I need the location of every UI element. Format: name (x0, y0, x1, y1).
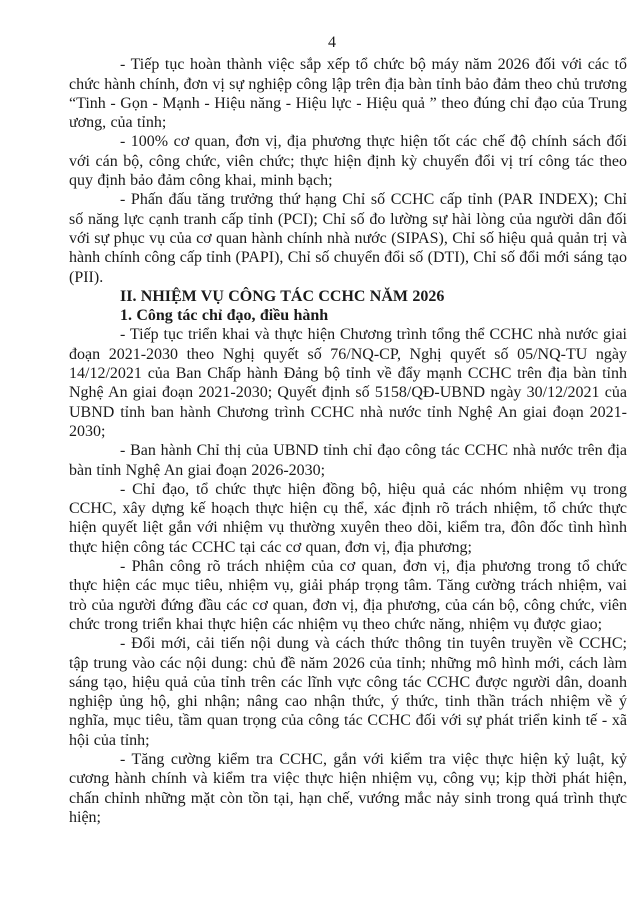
paragraph-communication-renewal: - Đổi mới, cải tiến nội dung và cách thức thông tin tuyên truyền về CCHC; tập trung vào các nội dung: chủ đề năm 2026 của tỉnh; những mô hình mới, cách làm sáng tạo, hiệu quả của tỉnh trên các lĩnh vực công tác CCHC được người dân, doanh nghiệp ủng hộ, ghi nhận; nâng cao nhận thức, ý thức, tinh thần trách nhiệm về ý nghĩa, mục tiêu, tầm quan trọng của công tác CCHC đối với sự phát triển kinh tế - xã hội của tỉnh; (69, 635, 627, 749)
paragraph-policy-100-percent: - 100% cơ quan, đơn vị, địa phương thực hiện tốt các chế độ chính sách đối với cán bộ, công chức, viên chức; thực hiện định kỳ chuyển đổi vị trí công tác theo quy định bảo đảm công khai, minh bạch; (69, 133, 627, 190)
paragraph-implementation-direction: - Chỉ đạo, tổ chức thực hiện đồng bộ, hiệu quả các nhóm nhiệm vụ trong CCHC, xây dựng kế hoạch thực hiện cụ thể, xác định rõ trách nhiệm, tổ chức thực hiện quyết liệt gắn với nhiệm vụ thường xuyên theo dõi, kiểm tra, đôn đốc tình hình thực hiện công tác CCHC tại các cơ quan, đơn vị, địa phương; (69, 480, 627, 556)
paragraph-directive-issuance: - Ban hành Chỉ thị của UBND tỉnh chỉ đạo công tác CCHC nhà nước trên địa bàn tỉnh Nghệ An giai đoạn 2026-2030; (69, 442, 627, 479)
section-heading-ii-tasks-2026: II. NHIỆM VỤ CÔNG TÁC CCHC NĂM 2026 (120, 287, 445, 305)
paragraph-index-targets: - Phấn đấu tăng trưởng thứ hạng Chỉ số CCHC cấp tỉnh (PAR INDEX); Chỉ số năng lực cạnh tranh cấp tỉnh (PCI); Chỉ số đo lường sự hài lòng của người dân đối với sự phục vụ của cơ quan hành chính nhà nước (SIPAS), Chỉ số hiệu quả quản trị và hành chính công cấp tỉnh (PAPI), Chỉ số chuyển đổi số (DTI), Chỉ số đổi mới sáng tạo (PII). (69, 191, 627, 286)
paragraph-master-program: - Tiếp tục triển khai và thực hiện Chương trình tổng thể CCHC nhà nước giai đoạn 2021-2030 theo Nghị quyết số 76/NQ-CP, Nghị quyết số 05/NQ-TU ngày 14/12/2021 của Ban Chấp hành Đảng bộ tỉnh về đẩy mạnh CCHC trên địa bàn tỉnh Nghệ An giai đoạn 2021-2030; Quyết định số 5158/QĐ-UBND ngày 30/12/2021 của UBND tỉnh ban hành Chương trình CCHC nhà nước tỉnh Nghệ An giai đoạn 2021-2030; (69, 326, 627, 440)
paragraph-inspection-strengthening: - Tăng cường kiểm tra CCHC, gắn với kiểm tra việc thực hiện kỷ luật, kỷ cương hành chính và kiểm tra việc thực hiện nhiệm vụ, công vụ; kịp thời phát hiện, chấn chỉnh những mặt còn tồn tại, hạn chế, vướng mắc nảy sinh trong quá trình thực hiện; (69, 750, 627, 826)
subsection-heading-1-direction: 1. Công tác chỉ đạo, điều hành (120, 307, 329, 325)
paragraph-org-restructure: - Tiếp tục hoàn thành việc sắp xếp tổ chức bộ máy năm 2026 đối với các tổ chức hành chính, đơn vị sự nghiệp công lập trên địa bàn tỉnh bảo đảm theo chủ trương “Tinh - Gọn - Mạnh - Hiệu năng - Hiệu lực - Hiệu quả ” theo đúng chỉ đạo của Trung ương, của tỉnh; (69, 56, 627, 132)
paragraph-responsibility-assignment: - Phân công rõ trách nhiệm của cơ quan, đơn vị, địa phương trong tổ chức thực hiện các mục tiêu, nhiệm vụ, giải pháp trọng tâm. Tăng cường trách nhiệm, vai trò của người đứng đầu các cơ quan, đơn vị, địa phương, của cán bộ, công chức, viên chức trong triển khai thực hiện các nhiệm vụ theo chức năng, nhiệm vụ được giao; (69, 558, 627, 633)
page-number: 4 (328, 34, 336, 51)
